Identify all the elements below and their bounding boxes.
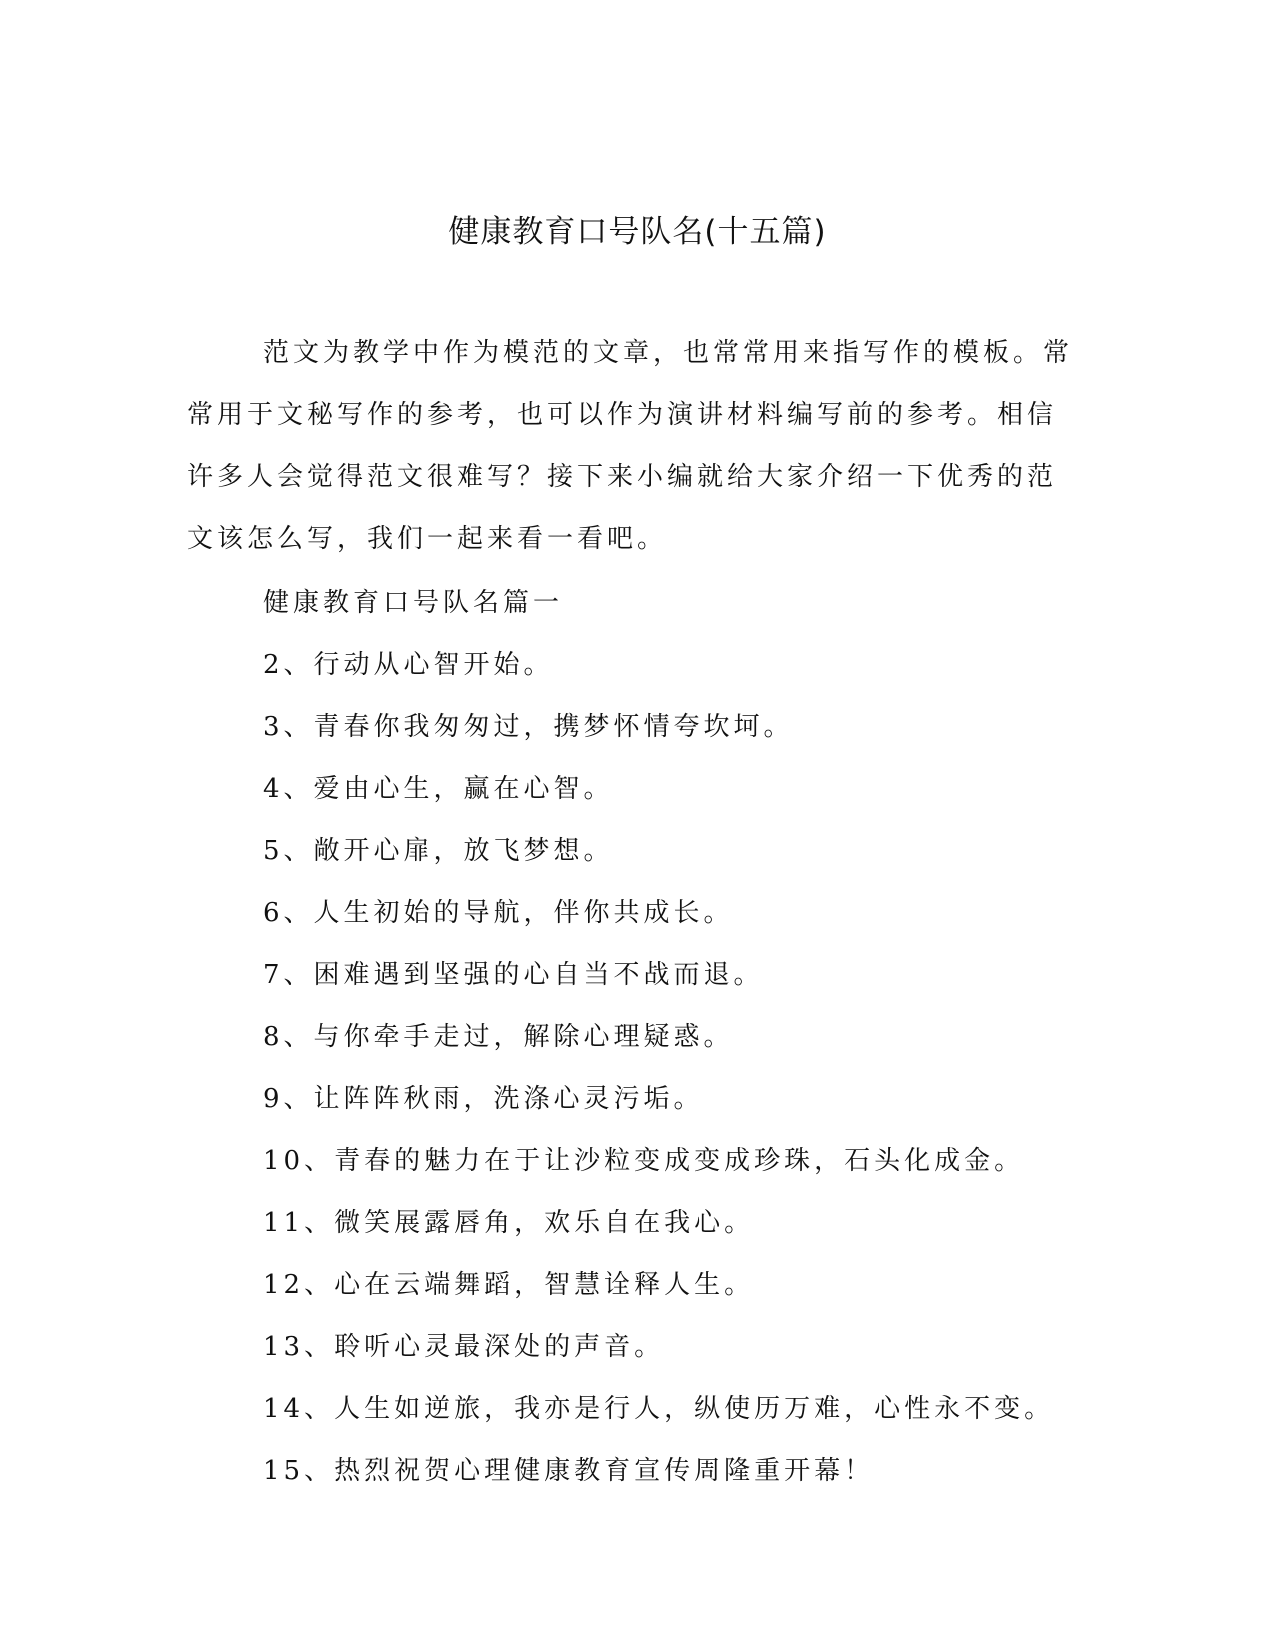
list-item: 9、让阵阵秋雨，洗涤心灵污垢。: [263, 1084, 704, 1114]
list-item: 3、青春你我匆匆过，携梦怀情夸坎坷。: [263, 712, 794, 742]
slogan-list: [263, 572, 1083, 1502]
list-item: 6、人生初始的导航，伴你共成长。: [263, 898, 734, 928]
list-item: 12、心在云端舞蹈，智慧诠释人生。: [263, 1270, 755, 1300]
list-item: 14、人生如逆旅，我亦是行人，纵使历万难，心性永不变。: [263, 1394, 1055, 1424]
list-item: 13、聆听心灵最深处的声音。: [263, 1332, 665, 1362]
section-heading: 健康教育口号队名篇一: [263, 588, 564, 618]
list-item: 7、困难遇到坚强的心自当不战而退。: [263, 960, 764, 990]
list-item: 2、行动从心智开始。: [263, 650, 554, 680]
intro-paragraph: 范文为教学中作为模范的文章，也常常用来指写作的模板。常常用于文秘写作的参考，也可以作为演讲材料编写前的参考。相信许多人会觉得范文很难写？接下来小编就给大家介绍一下优秀的范文该怎么写，我们一起来看一看吧。: [187, 338, 1074, 554]
list-item: 4、爱由心生，赢在心智。: [263, 774, 614, 804]
list-item: 10、青春的魅力在于让沙粒变成变成珍珠，石头化成金。: [263, 1146, 1025, 1176]
list-item: 15、热烈祝贺心理健康教育宣传周隆重开幕！: [263, 1456, 875, 1486]
list-item: 5、敞开心扉，放飞梦想。: [263, 836, 614, 866]
list-item: 11、微笑展露唇角，欢乐自在我心。: [263, 1208, 755, 1238]
list-item: 8、与你牵手走过，解除心理疑惑。: [263, 1022, 734, 1052]
document-title: 健康教育口号队名(十五篇): [448, 214, 827, 250]
